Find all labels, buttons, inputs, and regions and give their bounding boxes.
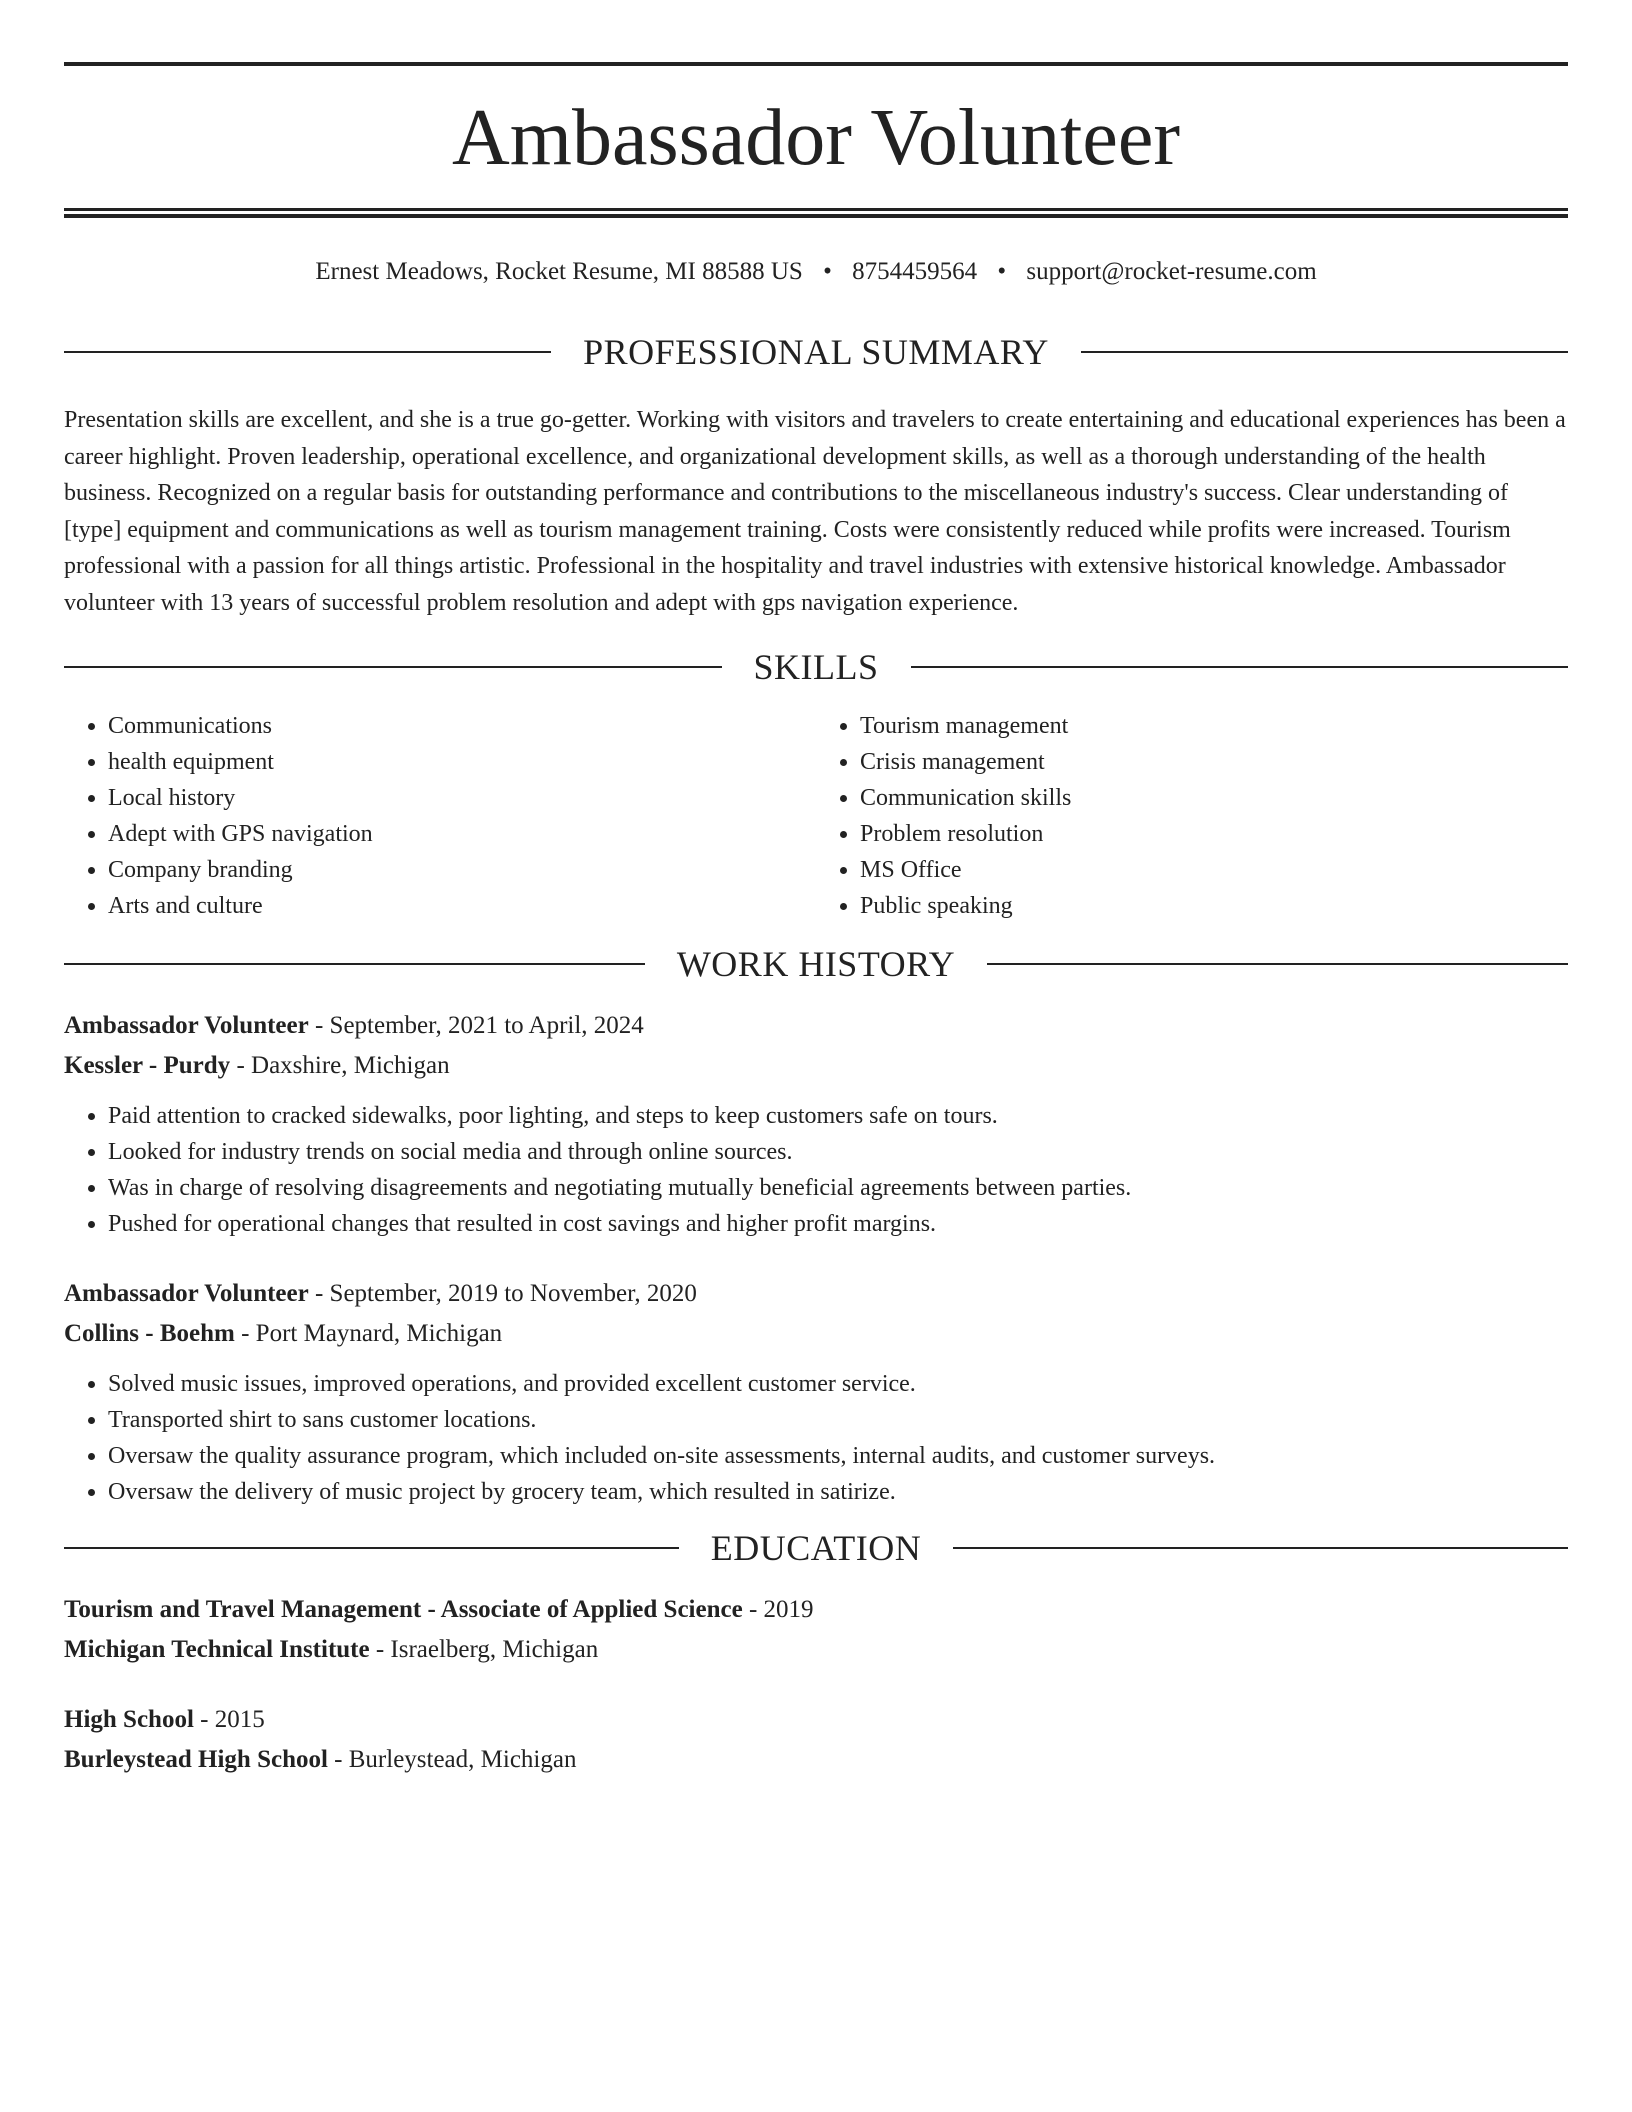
education-school-line — [64, 1630, 1568, 1670]
education-heading-row — [64, 1528, 1568, 1568]
summary-heading-row — [64, 332, 1568, 372]
job-entry — [64, 1006, 1568, 1242]
education-heading: EDUCATION — [710, 1528, 922, 1568]
education-location: - Israelberg, Michigan — [369, 1636, 599, 1663]
job-title-line — [64, 1274, 1568, 1314]
job-bullets — [64, 1366, 1568, 1510]
heading-rule — [953, 1547, 1568, 1549]
job-bullet: • Solved music issues, improved operations, and provided excellent customer service. — [108, 1366, 1568, 1402]
job-title: Ambassador Volunteer — [64, 1280, 309, 1307]
job-company-line — [64, 1314, 1568, 1354]
job-title: Ambassador Volunteer — [64, 1012, 309, 1039]
skill-item: • MS Office — [860, 852, 1568, 888]
education-school: Burleystead High School — [64, 1746, 328, 1773]
job-bullets — [64, 1098, 1568, 1242]
education-entry — [64, 1700, 1568, 1780]
job-bullet: • Oversaw the delivery of music project by grocery team, which resulted in satirize. — [108, 1474, 1568, 1510]
heading-rule — [64, 1547, 679, 1549]
education-location: - Burleystead, Michigan — [327, 1746, 577, 1773]
contact-address: Ernest Meadows, Rocket Resume, MI 88588 US — [315, 258, 803, 285]
skill-item: • Problem resolution — [860, 816, 1568, 852]
skills-column-left — [64, 708, 816, 924]
contact-phone: 8754459564 — [852, 258, 978, 285]
education-degree-line — [64, 1700, 1568, 1740]
job-dates: - September, 2019 to November, 2020 — [308, 1280, 697, 1307]
heading-rule — [1081, 351, 1568, 353]
skills-heading-row — [64, 647, 1568, 687]
job-title-line — [64, 1006, 1568, 1046]
heading-rule — [64, 666, 722, 668]
contact-email: support@rocket-resume.com — [1026, 258, 1317, 285]
summary-text: Presentation skills are excellent, and she is a true go-getter. Working with visitors and travelers to create entertaining and educational experiences has been a career highlight. Proven leadership, operational excellence, and organizational development skills, as well as a thorough understanding of the health business. Recognized on a regular basis for outstanding performance and contributions to the miscellaneous industry's success. Clear understanding of [type] equipment and communications as well as tourism management training. Costs were consistently reduced while profits were increased. Tourism professional with a passion for all things artistic. Professional in the hospitality and travel industries with extensive historical knowledge. Ambassador volunteer with 13 years of successful problem resolution and adept with gps navigation experience. — [64, 407, 1566, 616]
job-location: - Daxshire, Michigan — [230, 1052, 450, 1079]
work-heading: WORK HISTORY — [676, 944, 956, 984]
skill-item: • Communication skills — [860, 780, 1568, 816]
education-year: - 2015 — [193, 1706, 265, 1733]
skill-item: • Crisis management — [860, 744, 1568, 780]
summary-heading: PROFESSIONAL SUMMARY — [583, 332, 1049, 372]
job-company: Kessler - Purdy — [64, 1052, 231, 1079]
job-company: Collins - Boehm — [64, 1320, 235, 1347]
skill-item: • Adept with GPS navigation — [108, 816, 816, 852]
contact-line — [64, 254, 1568, 290]
education-school-line — [64, 1740, 1568, 1780]
heading-rule — [64, 963, 645, 965]
job-bullet: • Pushed for operational changes that resulted in cost savings and higher profit margins. — [108, 1206, 1568, 1242]
job-location: - Port Maynard, Michigan — [234, 1320, 503, 1347]
education-entry — [64, 1590, 1568, 1670]
job-dates: - September, 2021 to April, 2024 — [308, 1012, 644, 1039]
skill-item: • Local history — [108, 780, 816, 816]
skills-heading: SKILLS — [753, 647, 879, 687]
skill-item: • Arts and culture — [108, 888, 816, 924]
skill-item: • Communications — [108, 708, 816, 744]
education-degree: Tourism and Travel Management - Associate of Applied Science — [64, 1596, 743, 1623]
title-double-rule — [64, 208, 1568, 218]
heading-rule — [64, 351, 551, 353]
work-heading-row — [64, 944, 1568, 984]
education-degree-line — [64, 1590, 1568, 1630]
heading-rule — [987, 963, 1568, 965]
skill-item: • Public speaking — [860, 888, 1568, 924]
resume-title: Ambassador Volunteer — [451, 94, 1181, 182]
job-bullet: • Transported shirt to sans customer locations. — [108, 1402, 1568, 1438]
skill-item: • Company branding — [108, 852, 816, 888]
skills-list — [64, 708, 1568, 924]
skill-item: • Tourism management — [860, 708, 1568, 744]
job-bullet: • Oversaw the quality assurance program, which included on-site assessments, internal audits, and customer surveys. — [108, 1438, 1568, 1474]
education-year: - 2019 — [742, 1596, 814, 1623]
skills-column-right — [816, 708, 1568, 924]
job-entry — [64, 1274, 1568, 1510]
skill-item: • health equipment — [108, 744, 816, 780]
job-bullet: • Was in charge of resolving disagreements and negotiating mutually beneficial agreements between parties. — [108, 1170, 1568, 1206]
education-degree: High School — [64, 1706, 194, 1733]
job-bullet: • Paid attention to cracked sidewalks, poor lighting, and steps to keep customers safe on tours. — [108, 1098, 1568, 1134]
job-bullet: • Looked for industry trends on social media and through online sources. — [108, 1134, 1568, 1170]
heading-rule — [911, 666, 1569, 668]
contact-separator: • — [997, 258, 1007, 285]
top-rule — [64, 62, 1568, 66]
contact-separator: • — [823, 258, 832, 285]
education-school: Michigan Technical Institute — [64, 1636, 370, 1663]
job-company-line — [64, 1046, 1568, 1086]
